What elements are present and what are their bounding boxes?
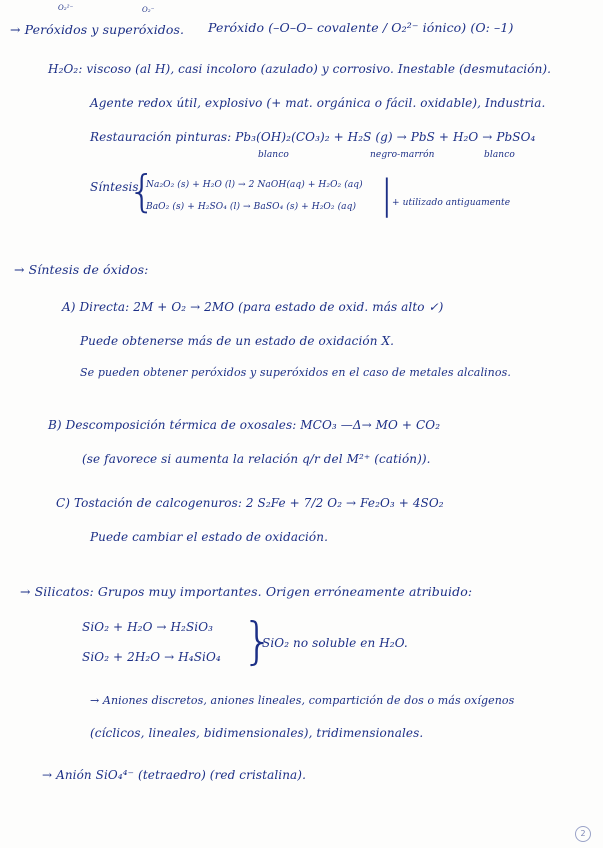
oxidos-a-line: A) Directa: 2M + O₂ → 2MO (para estado de oxid. más alto ✓)	[62, 300, 444, 314]
aniones-line-1: → Aniones discretos, aniones lineales, compartición de dos o más oxígenos	[90, 694, 515, 707]
silicatos-eq-1: SiO₂ + H₂O → H₂SiO₃	[82, 620, 214, 634]
label-negro-marron: negro-marrón	[370, 150, 435, 160]
sintesis-brace: {	[128, 166, 156, 217]
h2o2-line-2: Agente redox útil, explosivo (+ mat. orgánica o fácil. oxidable), Industria.	[90, 96, 546, 110]
oxidos-b-line: B) Descomposición térmica de oxosales: MCO₃ —Δ→ MO + CO₂	[48, 418, 441, 432]
sintesis-eq-2: BaO₂ (s) + H₂SO₄ (l) → BaSO₄ (s) + H₂O₂ (aq)	[146, 202, 357, 212]
silicatos-eq-2: SiO₂ + 2H₂O → H₄SiO₄	[82, 650, 221, 664]
label-blanco-1: blanco	[258, 150, 289, 160]
oxidos-a-note-1: Puede obtenerse más de un estado de oxidación X.	[80, 334, 395, 348]
heading-sintesis-oxidos: → Síntesis de óxidos:	[14, 262, 149, 277]
sintesis-label: Síntesis	[90, 180, 139, 194]
heading-peroxidos: → Peróxidos y superóxidos.	[10, 22, 185, 37]
label-blanco-2: blanco	[484, 150, 515, 160]
oxidos-c-line: C) Tostación de calcogenuros: 2 S₂Fe + 7/2 O₂ → Fe₂O₃ + 4SO₂	[56, 496, 444, 510]
h2o2-line-1: H₂O₂: viscoso (al H), casi incoloro (azulado) y corrosivo. Inestable (desmutación).	[48, 62, 552, 76]
sintesis-close-bar: |	[380, 172, 394, 218]
oxidos-b-note: (se favorece si aumenta la relación q/r del M²⁺ (catión)).	[82, 452, 431, 466]
superscript-peroxide: O₂²⁻	[58, 4, 74, 12]
superscript-superoxide: O₂⁻	[142, 6, 155, 14]
oxidos-a-note-2: Se pueden obtener peróxidos y superóxidos en el caso de metales alcalinos.	[80, 366, 511, 379]
oxidos-c-note: Puede cambiar el estado de oxidación.	[90, 530, 328, 544]
peroxido-note: Peróxido (–O–O– covalente / O₂²⁻ iónico) (O: –1)	[208, 20, 514, 35]
restauracion-line: Restauración pinturas: Pb₃(OH)₂(CO₃)₂ + H₂S (g) → PbS + H₂O → PbSO₄	[90, 130, 536, 144]
silicatos-brace: }	[242, 612, 274, 670]
silicatos-eq-note: SiO₂ no soluble en H₂O.	[262, 636, 408, 650]
page-number: 2	[575, 826, 591, 842]
sintesis-eq-1: Na₂O₂ (s) + H₂O (l) → 2 NaOH(aq) + H₂O₂ (aq)	[146, 180, 363, 190]
sintesis-note: + utilizado antiguamente	[392, 198, 511, 208]
anion-sio4-line: → Anión SiO₄⁴⁻ (tetraedro) (red cristalina).	[42, 768, 306, 782]
aniones-line-2: (cíclicos, lineales, bidimensionales), tridimensionales.	[90, 726, 424, 740]
heading-silicatos: → Silicatos: Grupos muy importantes. Origen erróneamente atribuido:	[20, 584, 473, 599]
